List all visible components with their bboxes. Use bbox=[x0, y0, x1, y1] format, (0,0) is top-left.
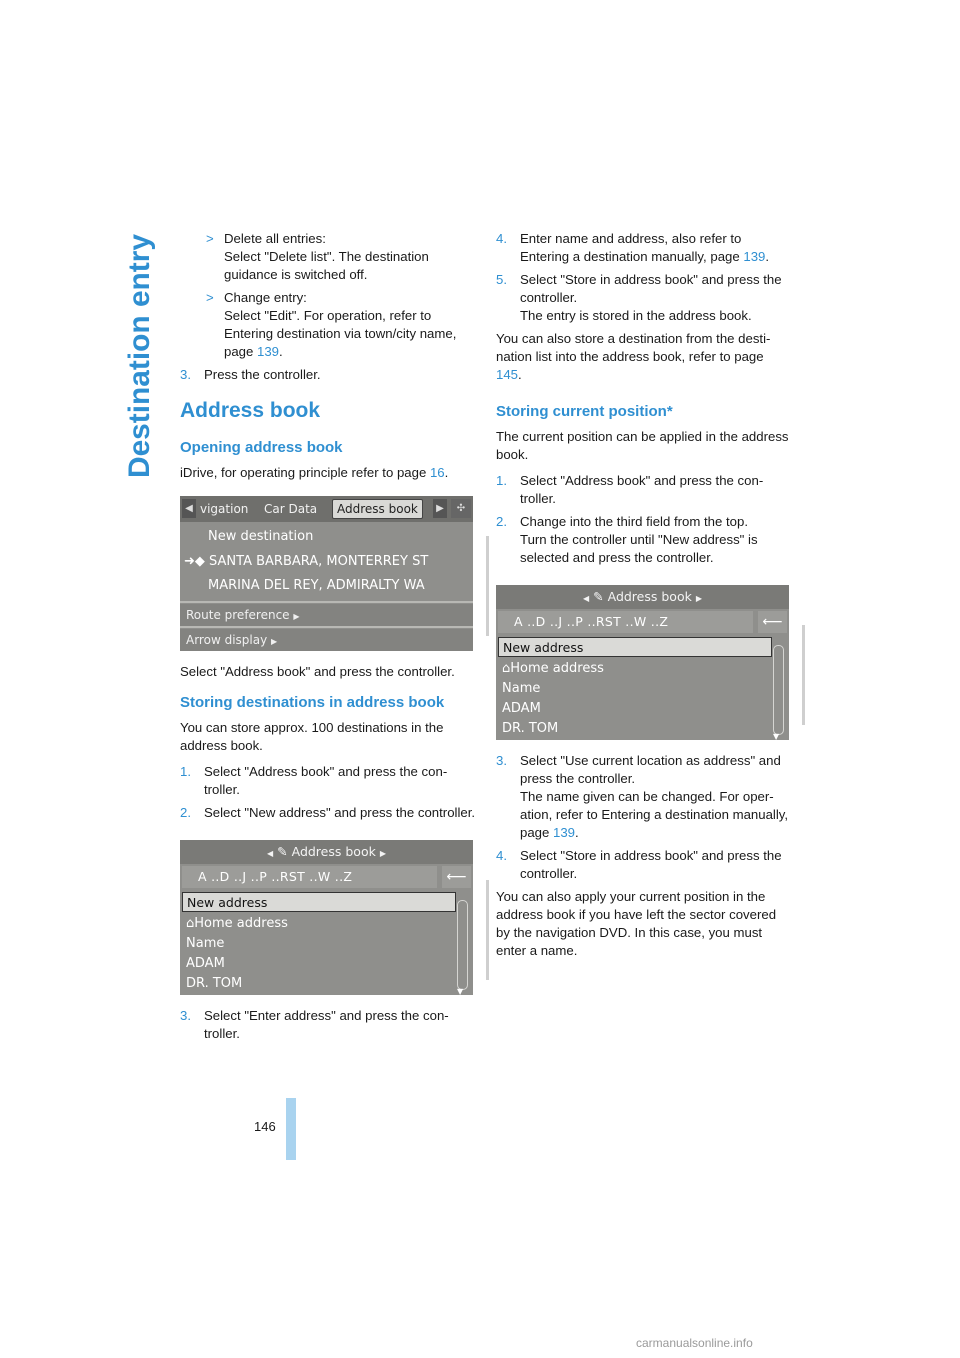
step-enter-name-address: 4. Enter name and address, also refer to Entering a destination manually, page 139. bbox=[496, 231, 770, 264]
section-title-text: Destination entry bbox=[123, 232, 156, 478]
step-use-current-location bbox=[496, 752, 792, 842]
bullet-line: Change entry: bbox=[224, 290, 307, 305]
scroll-down-arrow-icon[interactable]: ▼ bbox=[457, 987, 464, 995]
screenshot-navigation-menu bbox=[180, 496, 476, 651]
tab-left-arrow-icon[interactable]: ◀ bbox=[182, 499, 196, 518]
address-list bbox=[182, 892, 454, 993]
step-number: 4. bbox=[496, 848, 507, 863]
home-icon: ⌂ bbox=[186, 916, 195, 931]
list-item-home-address[interactable]: ⌂Home address bbox=[502, 661, 604, 676]
image-code-mark bbox=[483, 880, 493, 980]
address-book-screen bbox=[496, 585, 789, 740]
page-ref-link[interactable]: 139 bbox=[743, 249, 766, 264]
list-item[interactable]: ADAM bbox=[186, 956, 225, 971]
current-position-paragraph: The current position can be applied in the address book. bbox=[496, 429, 789, 462]
chevron-right-icon: ▶ bbox=[293, 612, 300, 621]
list-item[interactable]: Name bbox=[186, 936, 225, 951]
bullet-delete-all bbox=[180, 230, 476, 284]
menu-arrow-display[interactable]: Arrow display ▶ bbox=[180, 629, 473, 651]
divider bbox=[180, 601, 473, 603]
step-line: Change into the third field from the top. bbox=[520, 514, 748, 529]
step-number: 5. bbox=[496, 272, 507, 287]
divider bbox=[180, 626, 473, 628]
heading-opening-address-book: Opening address book bbox=[180, 439, 343, 456]
step-line: The entry is stored in the address book. bbox=[520, 308, 752, 323]
list-item-new-address[interactable]: New address bbox=[182, 892, 456, 912]
step-select-new-address bbox=[180, 804, 476, 822]
step-select-address-book bbox=[496, 472, 792, 508]
list-item[interactable]: Name bbox=[502, 681, 541, 696]
watermark: carmanualsonline.info bbox=[636, 1336, 753, 1350]
step-text: Select "Enter address" and press the controller. bbox=[204, 1008, 449, 1041]
menu-destination-santa-barbara[interactable]: ➜◆ SANTA BARBARA, MONTERREY ST bbox=[184, 554, 429, 569]
address-list bbox=[498, 637, 770, 738]
step-enter-address bbox=[180, 1007, 476, 1043]
store-from-list-paragraph: You can also store a destination from the destination list into the address book, refer to page 145. bbox=[496, 331, 771, 382]
image-code-mark bbox=[799, 625, 809, 725]
step-text: Select "New address" and press the controller. bbox=[204, 805, 476, 820]
store-paragraph: You can store approx. 100 destinations in the address book. bbox=[180, 720, 444, 753]
right-column bbox=[496, 230, 792, 968]
page-number: 146 bbox=[254, 1119, 276, 1134]
address-book-icon: ✎ bbox=[277, 844, 288, 859]
step-number: 3. bbox=[180, 367, 191, 382]
chevron-left-icon[interactable]: ◀ bbox=[267, 849, 274, 858]
back-arrow-icon[interactable]: ⟵ bbox=[442, 866, 471, 888]
page-ref-link[interactable]: 145 bbox=[496, 367, 519, 382]
step-text: Select "Store in address book" and press the controller. bbox=[520, 848, 782, 881]
tab-address-book[interactable]: Address book bbox=[332, 499, 423, 519]
tab-bar bbox=[180, 496, 473, 522]
step-number: 1. bbox=[496, 473, 507, 488]
step-number: 3. bbox=[496, 753, 507, 768]
chevron-right-icon[interactable]: ▶ bbox=[695, 594, 702, 603]
step-line: Select "Use current location as address" and press the controller. bbox=[520, 753, 781, 786]
chevron-right-icon[interactable]: ▶ bbox=[379, 849, 386, 858]
list-item[interactable]: DR. TOM bbox=[502, 721, 559, 736]
list-item[interactable]: ADAM bbox=[502, 701, 541, 716]
step-number: 1. bbox=[180, 764, 191, 779]
bullet-line: Select "Edit". For operation, refer to Entering destination via town/city name, page 139. bbox=[224, 308, 457, 359]
step-text: Select "Address book" and press the controller. bbox=[520, 473, 764, 506]
tab-navigation[interactable]: vigation bbox=[200, 502, 249, 516]
step-number: 4. bbox=[496, 231, 507, 246]
left-column bbox=[180, 230, 476, 1048]
idrive-paragraph: iDrive, for operating principle refer to page 16. bbox=[180, 465, 449, 480]
step-select-address-book bbox=[180, 763, 476, 799]
screenshot-address-book bbox=[180, 840, 476, 995]
bullet-marker: > bbox=[206, 290, 214, 305]
step-press-controller bbox=[180, 366, 476, 384]
page-marker-bar bbox=[286, 1098, 296, 1160]
step-store-in-address-book bbox=[496, 847, 792, 883]
scrollbar[interactable] bbox=[773, 645, 784, 735]
menu-destination-marina-del-rey[interactable]: MARINA DEL REY, ADMIRALTY WA bbox=[208, 578, 425, 593]
bullet-line: Delete all entries: bbox=[224, 231, 326, 246]
address-book-icon: ✎ bbox=[593, 589, 604, 604]
image-code-mark bbox=[483, 536, 493, 636]
nav-screen bbox=[180, 496, 473, 651]
home-icon: ⌂ bbox=[502, 661, 511, 676]
list-item-home-address[interactable]: ⌂Home address bbox=[186, 916, 288, 931]
section-title bbox=[118, 232, 158, 482]
step-text: Enter name and address, also refer to Entering a destination manually, page bbox=[520, 231, 744, 264]
page-ref-link[interactable]: 139 bbox=[553, 825, 576, 840]
tab-right-arrow-icon[interactable]: ▶ bbox=[433, 499, 447, 518]
heading-storing-current-position: Storing current position* bbox=[496, 403, 673, 420]
menu-new-destination[interactable]: New destination bbox=[208, 529, 314, 544]
bullet-change-entry bbox=[180, 289, 476, 361]
tab-car-data[interactable]: Car Data bbox=[264, 502, 318, 516]
back-arrow-icon[interactable]: ⟵ bbox=[758, 611, 787, 633]
route-arrow-icon: ➜◆ bbox=[184, 554, 210, 569]
step-text: Select "Address book" and press the controller. bbox=[204, 764, 448, 797]
list-item[interactable]: DR. TOM bbox=[186, 976, 243, 991]
select-address-book-text: Select "Address book" and press the controller. bbox=[180, 664, 455, 679]
letter-index-bar[interactable]: A ..D ..J ..P ..RST ..W ..Z bbox=[498, 611, 753, 633]
bullet-marker: > bbox=[206, 231, 214, 246]
controller-icon: ✣ bbox=[451, 499, 471, 518]
chevron-left-icon[interactable]: ◀ bbox=[583, 594, 590, 603]
menu-route-preference[interactable]: Route preference ▶ bbox=[180, 604, 473, 626]
step-number: 2. bbox=[496, 514, 507, 529]
step-number: 3. bbox=[180, 1008, 191, 1023]
step-line: Select "Store in address book" and press the controller. bbox=[520, 272, 782, 305]
address-book-screen bbox=[180, 840, 473, 995]
letter-index-bar[interactable]: A ..D ..J ..P ..RST ..W ..Z bbox=[182, 866, 437, 888]
heading-storing-destinations: Storing destinations in address book bbox=[180, 694, 445, 711]
step-line: The name given can be changed. For operation, refer to Entering a destination manually, page 139. bbox=[520, 789, 789, 840]
step-number: 2. bbox=[180, 805, 191, 820]
scroll-down-arrow-icon[interactable]: ▼ bbox=[773, 732, 780, 740]
step-store-in-address-book bbox=[496, 271, 792, 325]
step-line: Turn the controller until "New address" is selected and press the controller. bbox=[520, 532, 758, 565]
page-ref-link[interactable]: 139 bbox=[257, 344, 280, 359]
page-ref-link[interactable]: 16 bbox=[429, 465, 445, 480]
bullet-line: Select "Delete list". The destination guidance is switched off. bbox=[224, 249, 429, 282]
final-paragraph: You can also apply your current position in the address book if you have left the sector covered by the navigation DVD. In this case, you must enter a name. bbox=[496, 889, 777, 958]
scrollbar[interactable] bbox=[457, 900, 468, 990]
screenshot-address-book-current bbox=[496, 585, 792, 740]
heading-address-book: Address book bbox=[180, 399, 321, 422]
step-change-field bbox=[496, 513, 792, 567]
list-item-new-address[interactable]: New address bbox=[498, 637, 772, 657]
step-text: Press the controller. bbox=[204, 367, 321, 382]
address-book-header: ◀ ✎ Address book ▶ bbox=[180, 840, 473, 864]
address-book-header: ◀ ✎ Address book ▶ bbox=[496, 585, 789, 609]
chevron-right-icon: ▶ bbox=[271, 637, 278, 646]
